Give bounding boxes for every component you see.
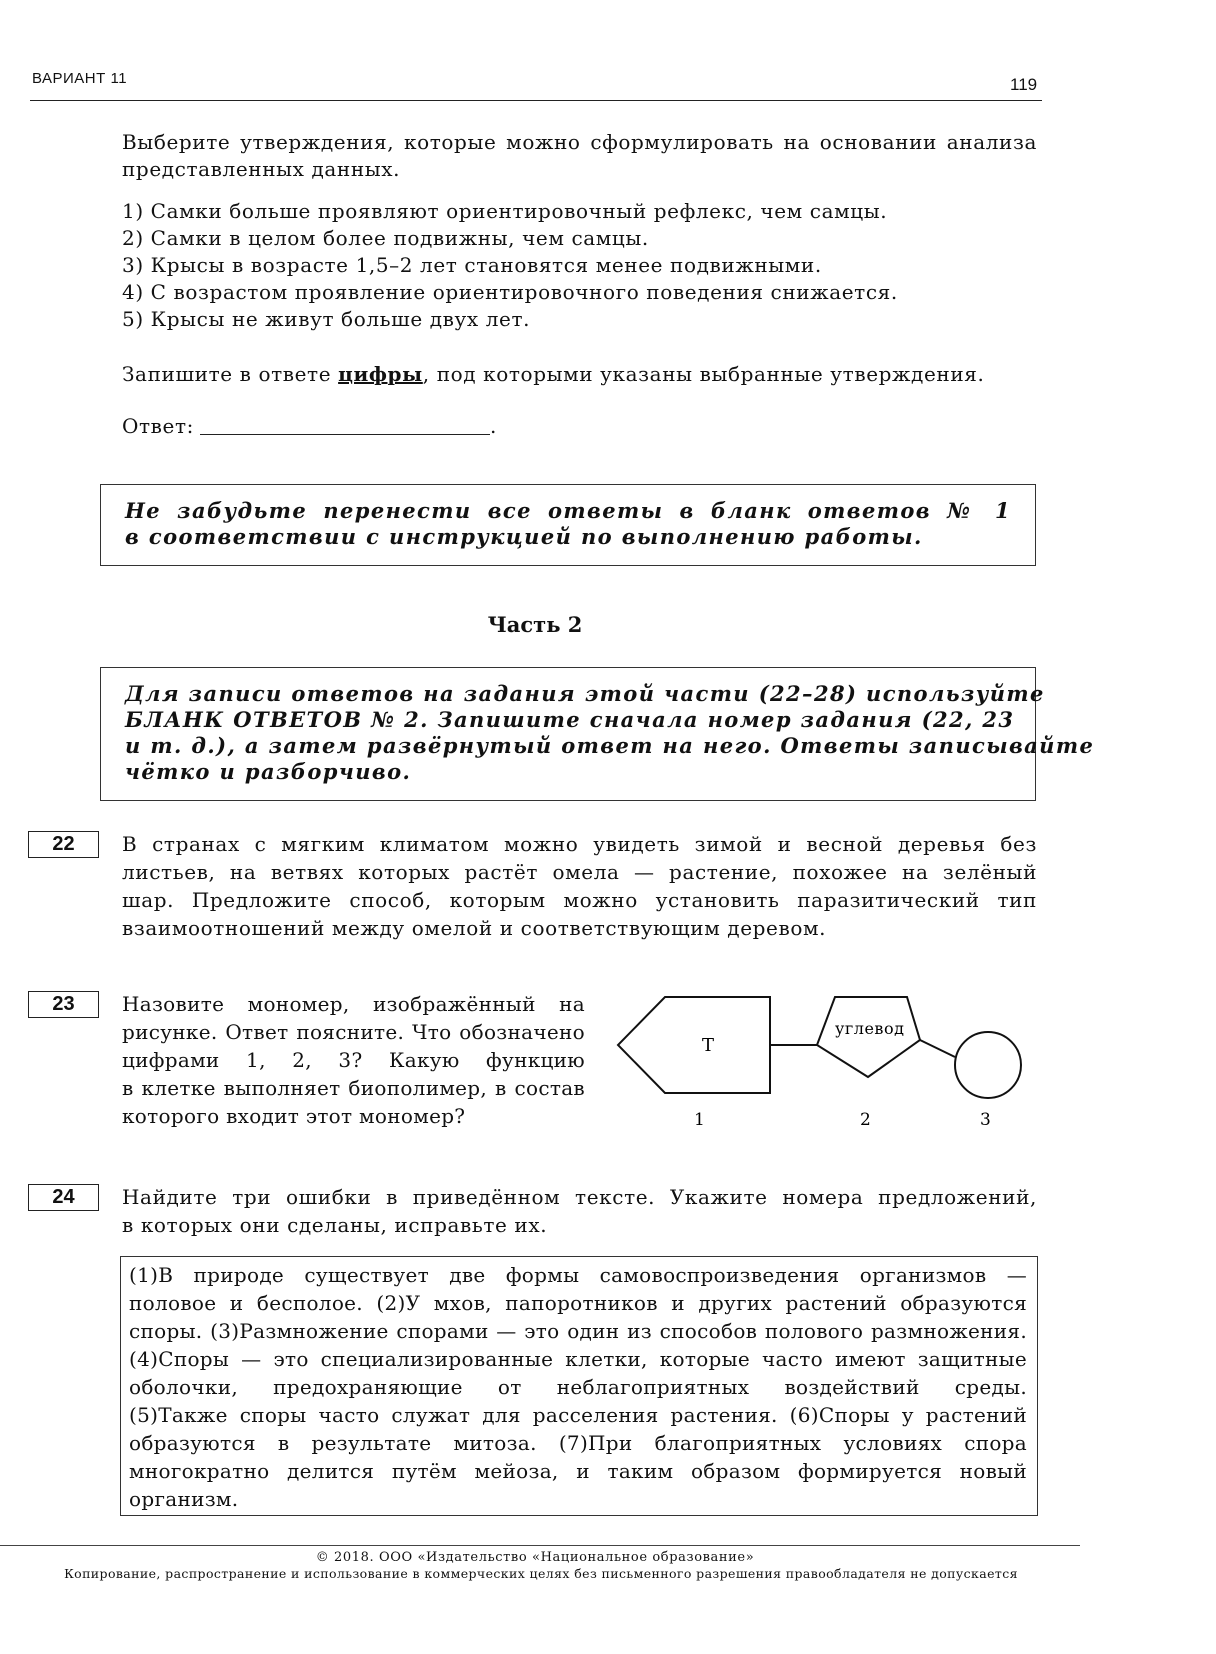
passage-line-1: (1)В природе существует две формы самовоспроизведения организмов —	[129, 1263, 1027, 1287]
answer-field[interactable]	[200, 416, 490, 435]
q23-line-3: цифрами 1, 2, 3? Какую функцию	[122, 1048, 585, 1072]
q22-line-4: взаимоотношений между омелой и соответствующим деревом.	[122, 916, 827, 940]
q23-line-2: рисунке. Ответ поясните. Что обозначено	[122, 1020, 585, 1044]
phosphate-circle	[955, 1032, 1021, 1098]
passage-line-3: споры. (3)Размножение спорами — это один из способов полового размножения.	[129, 1319, 1027, 1343]
q24-line-1: Найдите три ошибки в приведённом тексте. Укажите номера предложений,	[122, 1185, 1037, 1209]
variant-label: ВАРИАНТ 11	[32, 70, 128, 87]
task21-option-3: 3) Крысы в возрасте 1,5–2 лет становятся менее подвижными.	[122, 253, 822, 277]
nitrogen-base-shape	[618, 997, 770, 1093]
nucleotide-diagram	[610, 985, 1040, 1135]
footer-divider	[0, 1545, 1080, 1546]
q22-line-1: В странах с мягким климатом можно увидеть зимой и весной деревья без	[122, 832, 1037, 856]
task21-answer-row	[122, 412, 497, 440]
header-divider	[30, 100, 1042, 101]
q24-passage-box	[120, 1256, 1038, 1516]
instruction-text-before: Запишите в ответе	[122, 362, 339, 386]
part2-notice-line-4: чётко и разборчиво.	[125, 759, 412, 784]
transfer-answers-notice	[100, 484, 1036, 566]
task21-option-2: 2) Самки в целом более подвижны, чем самцы.	[122, 226, 649, 250]
instruction-emphasis: цифры	[338, 362, 423, 386]
instruction-text-after: , под которыми указаны выбранные утверждения.	[422, 362, 985, 386]
footer-copyright: © 2018. ООО «Издательство «Национальное образование»	[315, 1550, 755, 1565]
footer-legal-notice: Копирование, распространение и использование в коммерческих целях без письменного разрешения правообладателя не допускается	[64, 1566, 1018, 1581]
q23-line-4: в клетке выполняет биополимер, в состав	[122, 1076, 585, 1100]
part2-instructions-box	[100, 667, 1095, 801]
task21-intro-line-2: представленных данных.	[122, 157, 401, 181]
part2-notice-line-1: Для записи ответов на задания этой части (22–28) используйте	[125, 681, 1045, 706]
passage-line-6: (5)Также споры часто служат для расселения растения. (6)Споры у растений	[129, 1403, 1027, 1427]
q23-line-1: Назовите мономер, изображённый на	[122, 992, 585, 1016]
q23-line-5: которого входит этот мономер?	[122, 1104, 466, 1128]
nitrogen-base-label: Т	[702, 1035, 715, 1056]
task21-option-4: 4) С возрастом проявление ориентировочного поведения снижается.	[122, 280, 898, 304]
question-23-number: 23	[28, 991, 99, 1018]
diagram-number-1: 1	[694, 1110, 705, 1130]
answer-end: .	[489, 414, 497, 438]
sugar-phosphate-bond	[920, 1040, 955, 1057]
passage-line-7: образуются в результате митоза. (7)При благоприятных условиях спора	[129, 1431, 1027, 1455]
task21-intro-line-1: Выберите утверждения, которые можно сформулировать на основании анализа	[122, 130, 1037, 154]
task21-instruction	[122, 360, 984, 388]
notice1-line-1: Не забудьте перенести все ответы в бланк ответов № 1	[125, 498, 1011, 523]
q24-line-2: в которых они сделаны, исправьте их.	[122, 1213, 548, 1237]
task21-option-1: 1) Самки больше проявляют ориентировочный рефлекс, чем самцы.	[122, 199, 888, 223]
sugar-label: углевод	[835, 1019, 905, 1038]
question-22-number: 22	[28, 831, 99, 858]
diagram-number-2: 2	[860, 1110, 871, 1130]
task21-option-5: 5) Крысы не живут больше двух лет.	[122, 307, 531, 331]
passage-line-9: организм.	[129, 1487, 239, 1511]
passage-line-5: оболочки, предохраняющие от неблагоприятных воздействий среды.	[129, 1375, 1027, 1399]
notice1-line-2: в соответствии с инструкцией по выполнению работы.	[125, 524, 923, 549]
passage-line-4: (4)Споры — это специализированные клетки, которые часто имеют защитные	[129, 1347, 1027, 1371]
part2-notice-line-2: БЛАНК ОТВЕТОВ № 2. Запишите сначала номер задания (22, 23	[125, 707, 1015, 732]
question-24-number: 24	[28, 1184, 99, 1211]
part2-notice-line-3: и т. д.), а затем развёрнутый ответ на него. Ответы записывайте	[125, 733, 1095, 758]
page-number: 119	[1010, 75, 1038, 94]
q22-line-2: листьев, на ветвях которых растёт омела — растение, похожее на зелёный	[122, 860, 1037, 884]
part2-title: Часть 2	[487, 612, 583, 637]
answer-label: Ответ:	[122, 414, 194, 438]
passage-line-8: многократно делится путём мейоза, и таким образом формируется новый	[129, 1459, 1027, 1483]
q22-line-3: шар. Предложите способ, которым можно установить паразитический тип	[122, 888, 1037, 912]
passage-line-2: половое и бесполое. (2)У мхов, папоротников и других растений образуются	[129, 1291, 1027, 1315]
diagram-number-3: 3	[980, 1110, 991, 1130]
